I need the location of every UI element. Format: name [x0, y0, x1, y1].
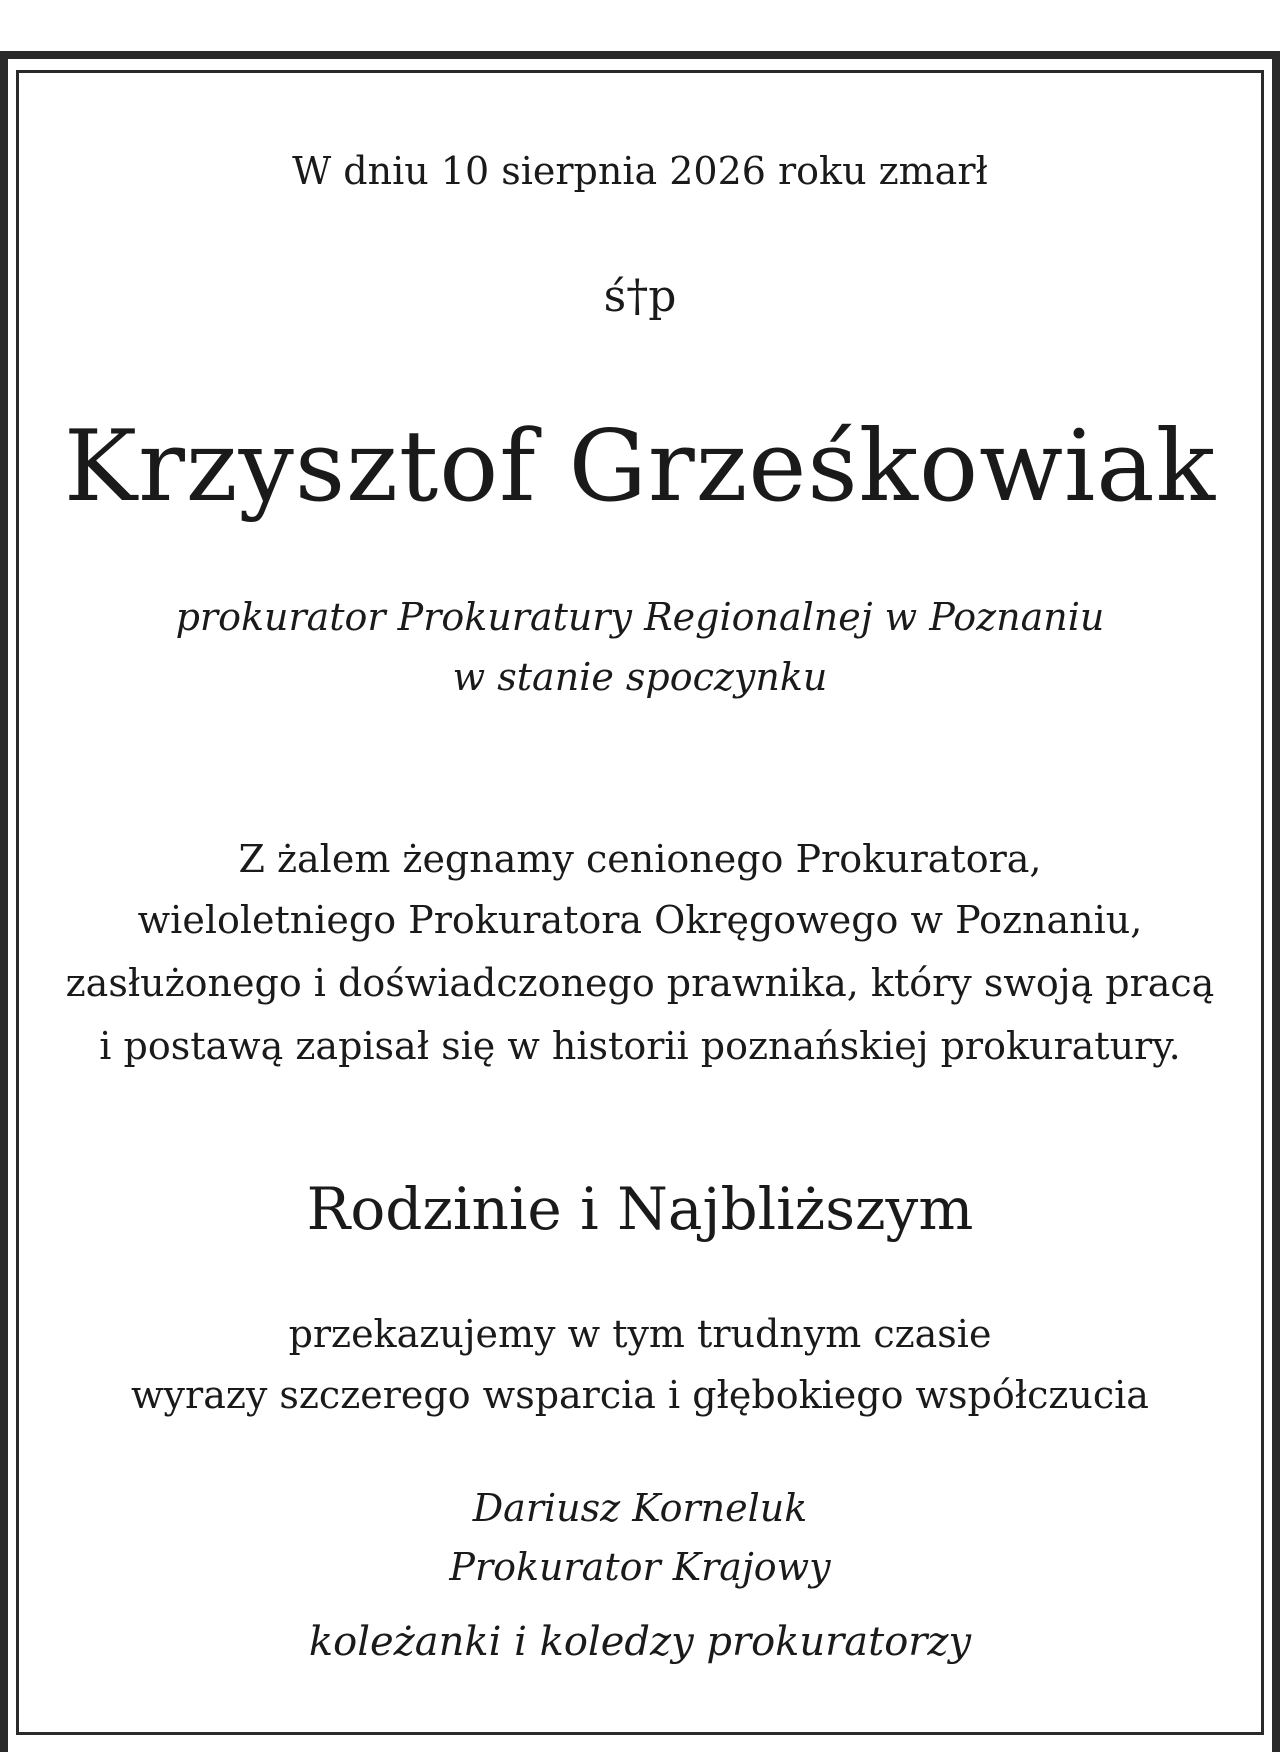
deceased-name: Krzysztof Grześkowiak: [63, 410, 1217, 524]
role-line-2: w stanie spoczynku: [452, 655, 828, 699]
condolence-line-2: wyrazy szczerego wsparcia i głębokiego współczucia: [131, 1373, 1149, 1417]
signature-name: Dariusz Korneluk: [472, 1486, 808, 1530]
role-line-1: prokurator Prokuratury Regionalnej w Poznaniu: [175, 595, 1105, 639]
cross-symbol: ś†p: [603, 271, 677, 322]
death-announcement: W dniu 10 sierpnia 2026 roku zmarł: [292, 149, 988, 193]
signature-colleagues: koleżanki i koledzy prokuratorzy: [308, 1619, 972, 1665]
condolence-line-1: przekazujemy w tym trudnym czasie: [288, 1312, 992, 1356]
tribute-line-1: Z żalem żegnamy cenionego Prokuratora,: [238, 837, 1042, 881]
addressee-heading: Rodzinie i Najbliższym: [306, 1175, 974, 1243]
signature-title: Prokurator Krajowy: [449, 1545, 831, 1589]
tribute-line-2: wieloletniego Prokuratora Okręgowego w Poznaniu,: [137, 898, 1143, 942]
tribute-line-4: i postawą zapisał się w historii poznańskiej prokuratury.: [99, 1024, 1181, 1068]
tribute-line-3: zasłużonego i doświadczonego prawnika, który swoją pracą: [65, 961, 1215, 1005]
